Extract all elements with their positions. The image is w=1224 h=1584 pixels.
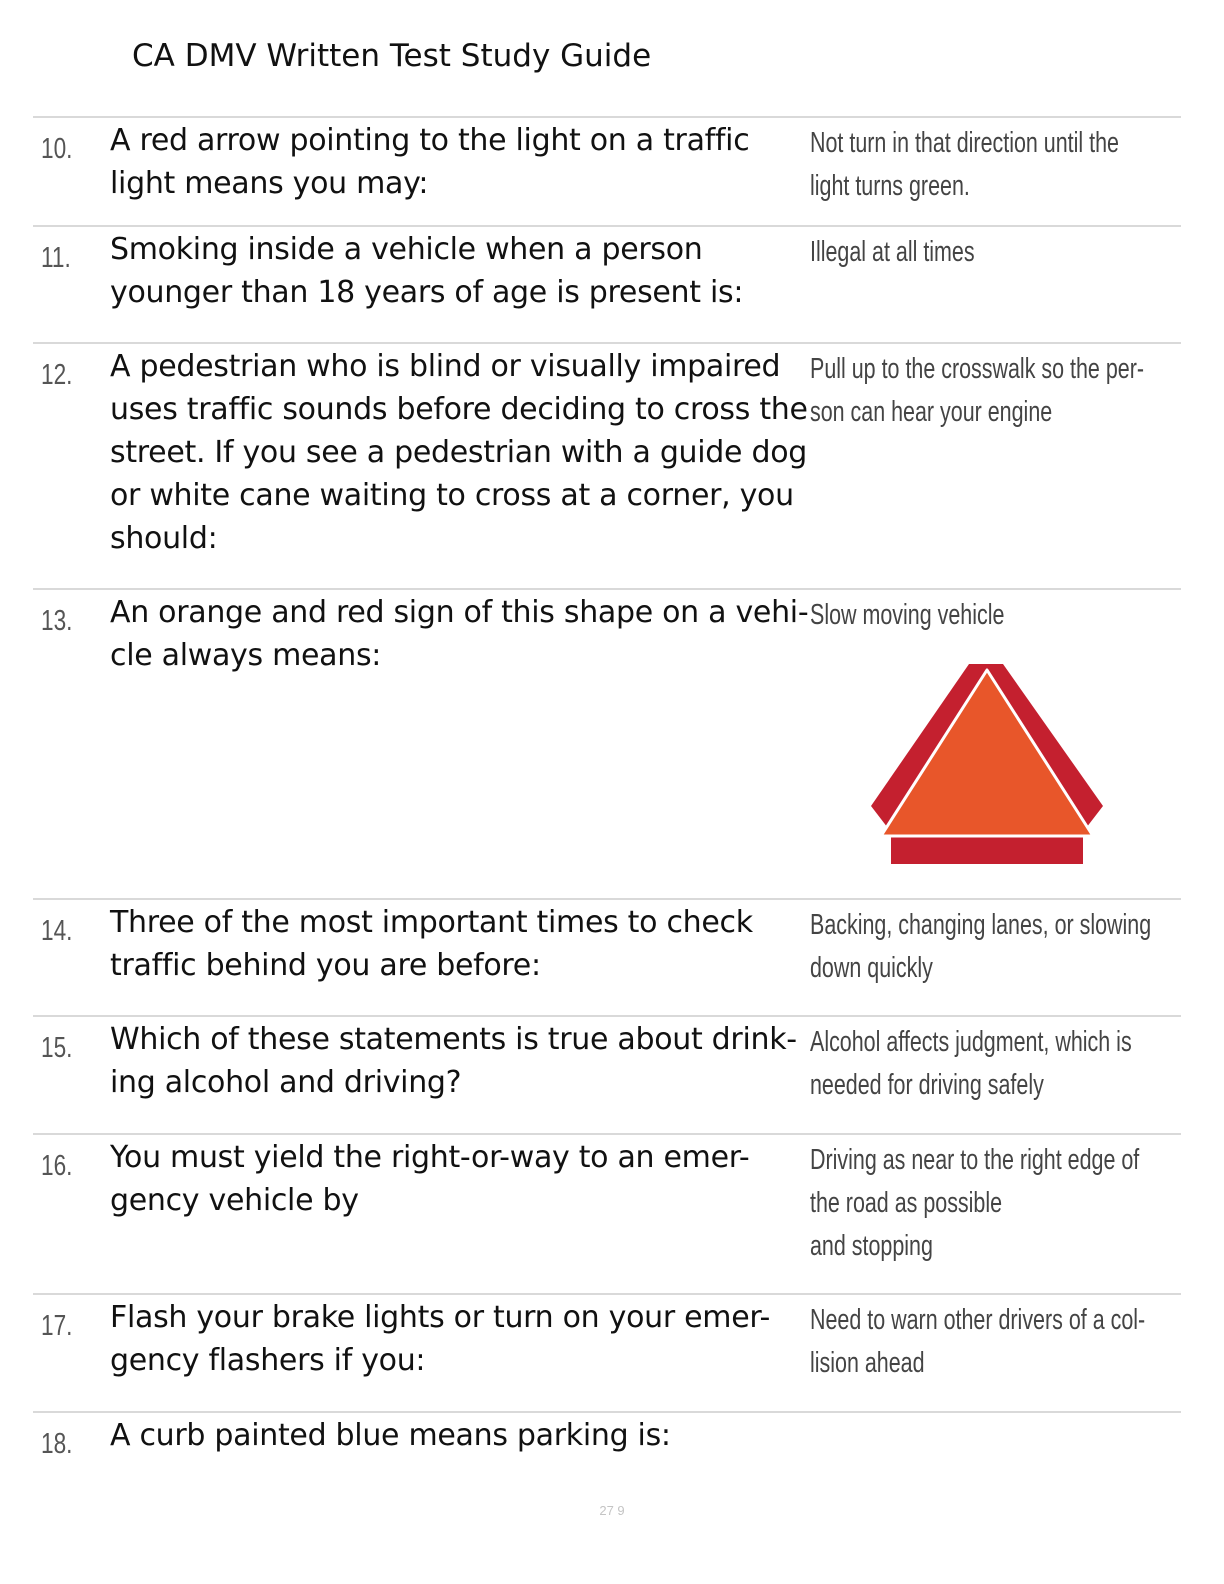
document-title: CA DMV Written Test Study Guide	[132, 38, 652, 74]
answer-text: Need to warn other drivers of a col-lision ahead	[810, 1304, 1146, 1379]
question-text: Flash your brake lights or turn on your emer-gency flashers if you:	[110, 1300, 770, 1378]
question-text: Which of these statements is true about drink-ing alcohol and driving?	[110, 1022, 797, 1100]
question-number: 14.	[41, 915, 73, 947]
question-row-13	[33, 588, 1181, 898]
question-text: Three of the most important times to check traffic behind you are before:	[110, 905, 753, 983]
question-number: 13.	[41, 605, 73, 637]
question-text: Smoking inside a vehicle when a person younger than 18 years of age is present is:	[110, 232, 744, 310]
question-text: A curb painted blue means parking is:	[110, 1418, 671, 1453]
question-row-10	[33, 116, 1181, 225]
answer-text: Driving as near to the right edge of the road as possible and stopping	[810, 1144, 1140, 1262]
question-row-18	[33, 1411, 1181, 1483]
answer-text: Not turn in that direction until the light turns green.	[810, 127, 1119, 202]
question-number: 12.	[41, 359, 73, 391]
question-text: An orange and red sign of this shape on a vehi-cle always means:	[110, 595, 809, 673]
question-row-11	[33, 225, 1181, 342]
question-text: A red arrow pointing to the light on a traffic light means you may:	[110, 123, 750, 201]
question-text: A pedestrian who is blind or visually impaired uses traffic sounds before deciding to cross the street. If you see a pedestrian with a guide dog or white cane waiting to cross at a corner, you should:	[110, 349, 808, 556]
question-row-17	[33, 1293, 1181, 1411]
answer-text: Illegal at all times	[810, 236, 975, 268]
question-row-12	[33, 342, 1181, 588]
question-row-15	[33, 1015, 1181, 1133]
question-row-14	[33, 898, 1181, 1015]
question-number: 18.	[41, 1428, 73, 1460]
question-number: 17.	[41, 1310, 73, 1342]
question-text: You must yield the right-or-way to an emer-gency vehicle by	[110, 1140, 750, 1218]
question-number: 15.	[41, 1032, 73, 1064]
slow-moving-vehicle-sign-icon	[869, 660, 1105, 866]
question-number: 11.	[41, 242, 71, 274]
question-number: 16.	[41, 1150, 73, 1182]
answer-text: Pull up to the crosswalk so the per-son can hear your engine	[810, 353, 1144, 428]
question-row-16	[33, 1133, 1181, 1293]
answer-text: Backing, changing lanes, or slowing down quickly	[810, 909, 1152, 984]
page-number: 27 9	[599, 1503, 625, 1518]
answer-text: Alcohol affects judgment, which is needed for driving safely	[810, 1026, 1132, 1101]
answer-text: Slow moving vehicle	[810, 599, 1005, 631]
question-number: 10.	[41, 133, 73, 165]
question-list	[33, 116, 1181, 1483]
